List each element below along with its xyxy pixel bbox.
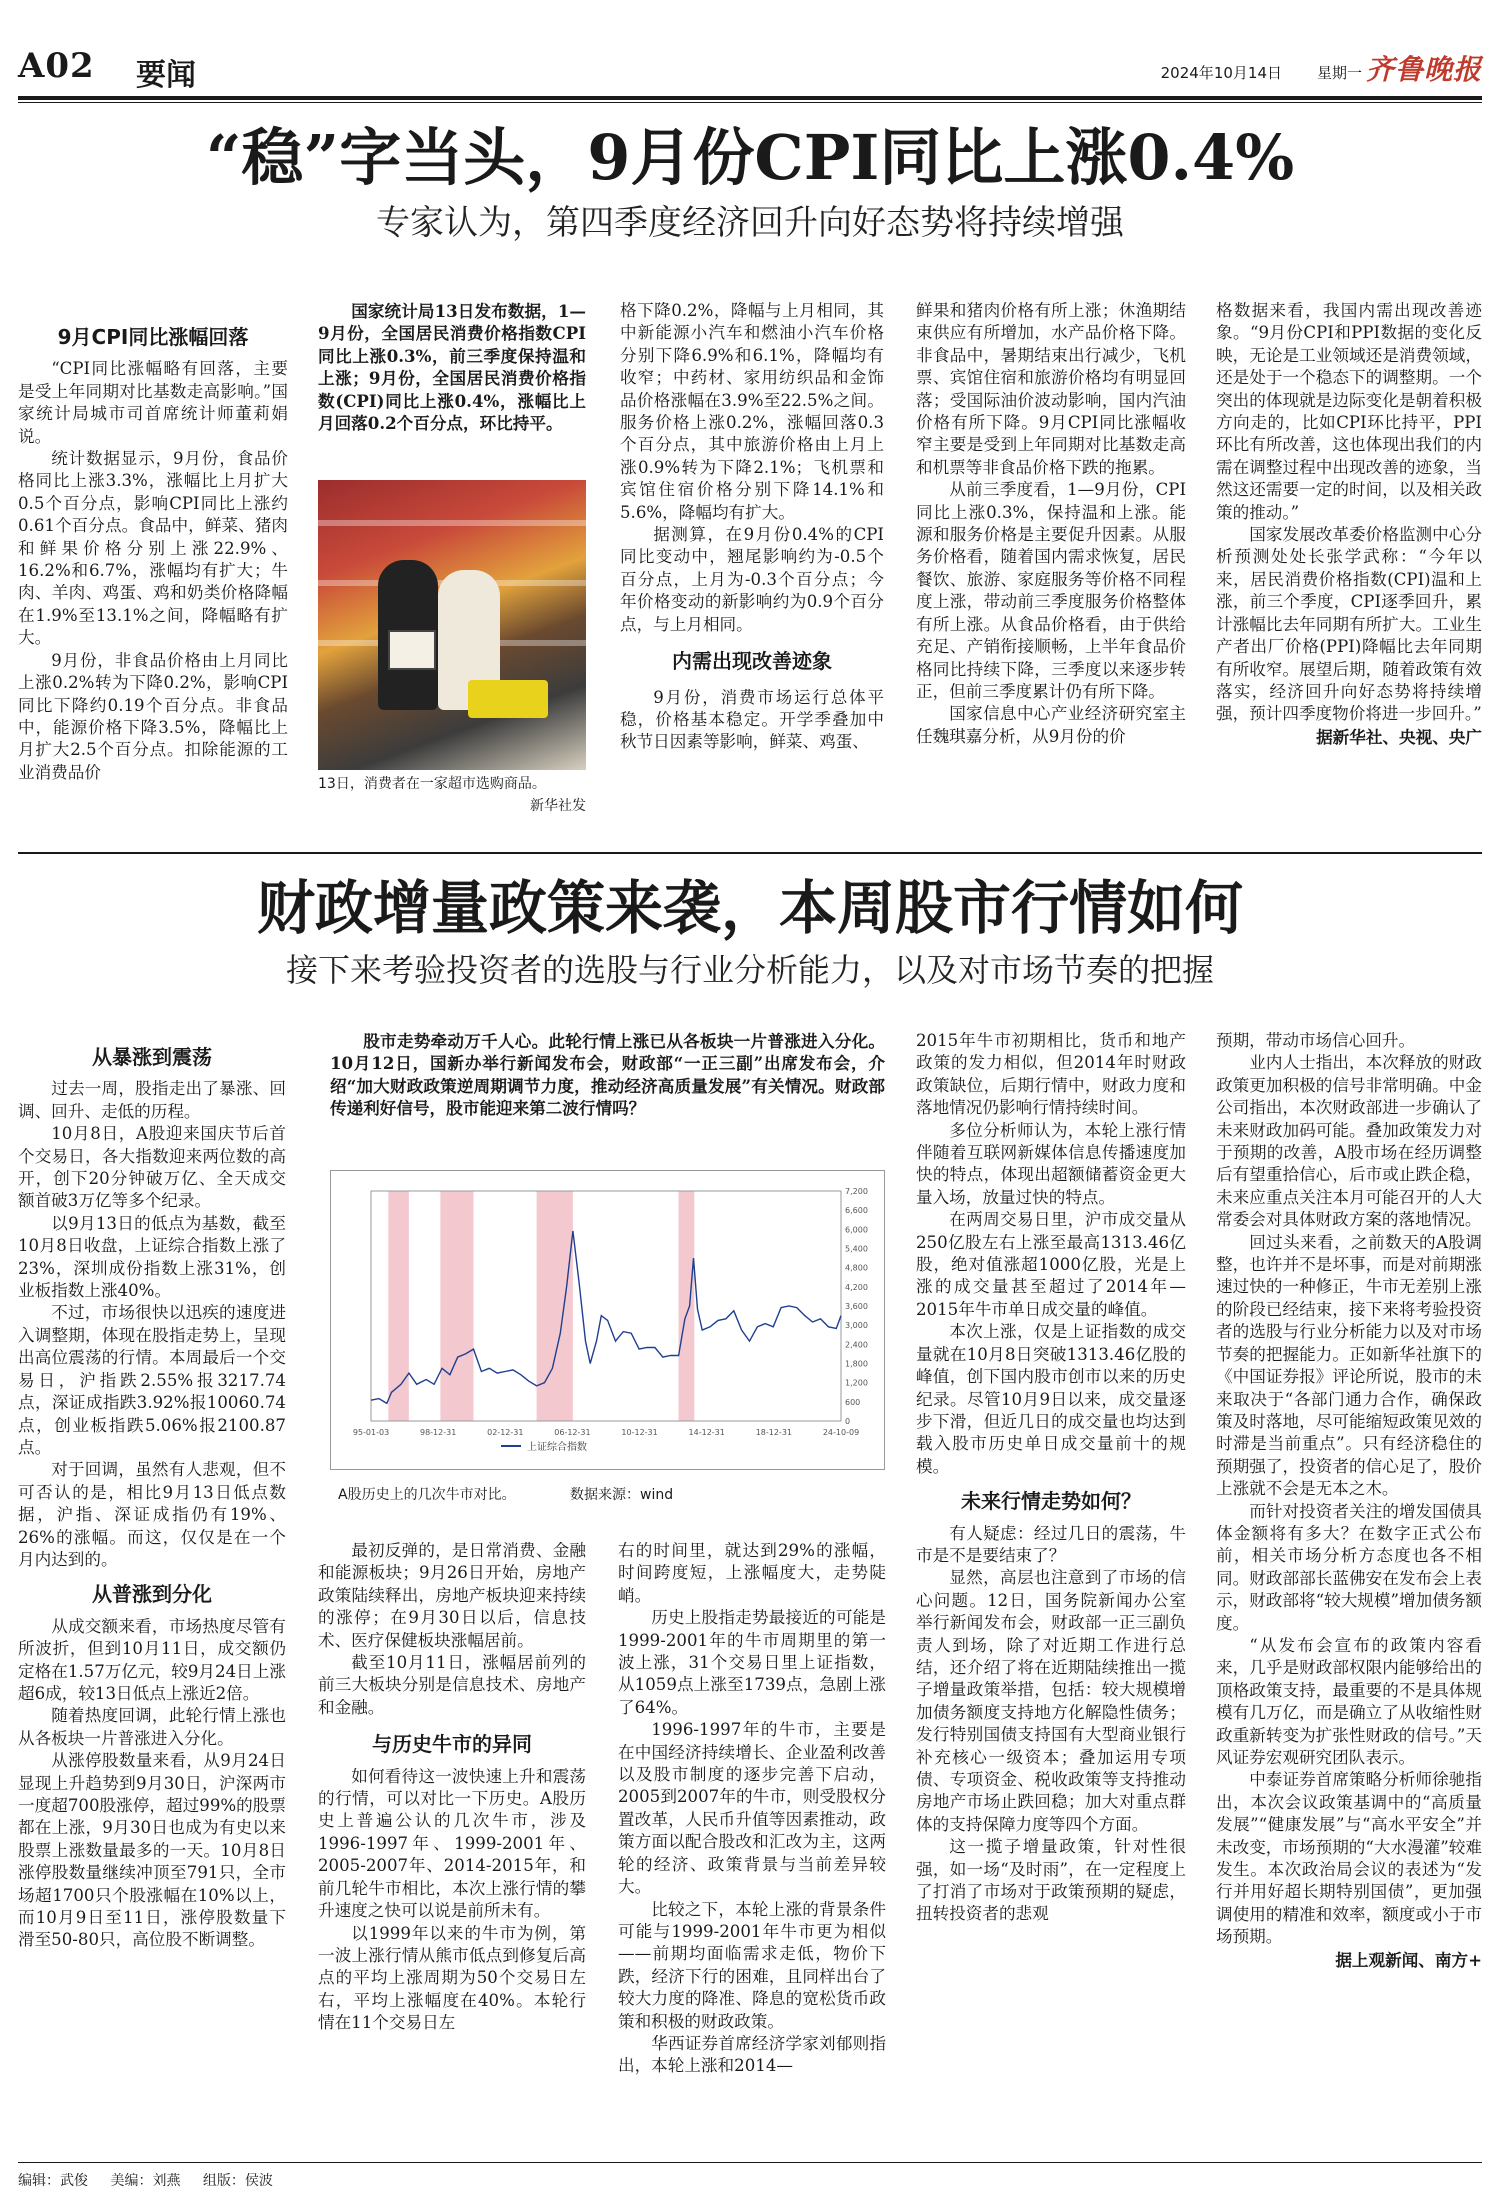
story1-lead: 国家统计局13日发布数据，1—9月份，全国居民消费价格指数CPI同比上涨0.3%，前三季度保持温和上涨；9月份，全国居民消费价格指数(CPI)同比上涨0.4%，涨幅比上月回落0.2个百分点，环比持平。	[318, 301, 586, 434]
issue-weekday: 星期一	[1316, 64, 1362, 82]
designer-credit: 美编：刘燕	[110, 2173, 181, 2189]
stock-index-chart	[330, 1170, 885, 1470]
x-tick-label: 24-10-09	[822, 1428, 860, 1437]
paragraph: 1996-1997年的牛市，主要是在中国经济持续增长、企业盈利改善以及股市制度的逐步完善下启动，2005到2007年的牛市，则受股权分置改革，人民币升值等因素推动，政策方面以配合股改和汇改为主，这两轮的经济、政策背景与当前差异较大。	[618, 1720, 886, 1897]
paragraph: 比较之下，本轮上涨的背景条件可能与1999-2001年牛市更为相似——前期均面临需求走低，物价下跌，经济下行的困难，且同样出台了较大力度的降准、降息的宽松货币政策和积极的财政政策。	[618, 1899, 886, 2031]
story2-column-3	[618, 1540, 886, 2078]
chart-caption: A股历史上的几次牛市对比。	[338, 1487, 516, 1503]
paragraph: 显然，高层也注意到了市场的信心问题。12日，国务院新闻办公室举行新闻发布会，财政部一正三副负责人到场，除了对近期工作进行总结，还介绍了将在近期陆续推出一揽子增量政策举措，包括：较大规模增加债务额度支持地方化解隐性债务；发行特别国债支持国有大型商业银行补充核心一级资本；叠加运用专项债、专项资金、税收政策等支持推动房地产市场止跌回稳；加大对重点群体的支持保障力度等四个方面。	[916, 1568, 1186, 1834]
bull-period-band	[537, 1191, 573, 1421]
story2-column-2	[318, 1540, 586, 2035]
paragraph: 业内人士指出，本次释放的财政政策更加积极的信号非常明确。中金公司指出，本次财政部进一步确认了未来财政加码可能。叠加政策发力对于预期的改善，A股市场在经历调整后有望重拾信心，后市或止跌企稳，未来应重点关注本月可能召开的人大常委会对具体财政方案的落地情况。	[1216, 1053, 1482, 1230]
paragraph: 格数据来看，我国内需出现改善迹象。“9月份CPI和PPI数据的变化反映，无论是工业领域还是消费领域，还是处于一个稳态下的调整期。一个突出的体现就是边际变化是朝着积极方向走的，比如CPI环比持平，PPI环比有所改善，这也体现出我们的内需在调整过程中出现改善的迹象，当然这还需要一定的时间，以及相关政策的推动。”	[1216, 301, 1482, 522]
paragraph: 回过头来看，之前数天的A股调整，也许并不是坏事，而是对前期涨速过快的一种修正，牛市无差别上涨的阶段已经结束，接下来将考验投资者的选股与行业分析能力以及对市场节奏的把握能力。正如新华社旗下的《中国证券报》评论所说，股市的未来取决于“各部门通力合作，确保政策及时落地，尽可能缩短政策见效的时滞是当前重点”。只有经济稳住的预期强了，投资者的信心足了，股价上涨就不会是无本之木。	[1216, 1232, 1482, 1499]
paragraph: 如何看待这一波快速上升和震荡的行情，可以对比一下历史。A股历史上普遍公认的几次牛市，涉及1996-1997年、1999-2001年、2005-2007年、2014-2015年，和前几轮牛市相比，本次上涨行情的攀升速度之快可以说是前所未有。	[318, 1766, 586, 1921]
page-number: A02	[18, 46, 95, 86]
paragraph: 华西证券首席经济学家刘郁则指出，本轮上涨和2014—	[618, 2033, 886, 2076]
y-tick-label: 6,600	[845, 1206, 868, 1216]
masthead-rule-thin	[18, 102, 1482, 103]
supermarket-photo	[318, 480, 586, 770]
paragraph: 这一揽子增量政策，针对性很强，如一场“及时雨”，在一定程度上了打消了市场对于政策预期的疑虑，扭转投资者的悲观	[916, 1837, 1186, 1924]
paragraph: 本次上涨，仅是上证指数的成交量就在10月8日突破1313.46亿股的峰值，创下国内股市创市以来的历史纪录。尽管10月9日以来，成交量逐步下滑，但近几日的成交量也均达到载入股市历史单日成交量前十的规模。	[916, 1322, 1186, 1476]
paragraph: 不过，市场很快以迅疾的速度进入调整期，体现在股指走势上，呈现出高位震荡的行情。本周最后一个交易日，沪指跌2.55%报3217.74点，深证成指跌3.92%报10060.74点，创业板指跌5.06%报2100.87点。	[18, 1303, 286, 1457]
masthead	[18, 36, 1482, 98]
y-tick-label: 2,400	[845, 1340, 868, 1350]
paragraph: 据测算，在9月份0.4%的CPI同比变动中，翘尾影响约为-0.5个百分点，上月为-0.3个百分点；今年价格变动的新影响约为0.9个百分点，与上月相同。	[620, 525, 884, 634]
footer-rule	[18, 2162, 1482, 2163]
x-tick-label: 14-12-31	[688, 1428, 725, 1437]
story2-crosshead-2: 从普涨到分化	[92, 1582, 212, 1607]
story1-headline: “稳”字当头，9月份CPI同比上涨0.4%	[205, 121, 1295, 194]
paragraph: 国家发展改革委价格监测中心分析预测处处长张学武称：“今年以来，居民消费价格指数(CPI)温和上涨，前三个季度，CPI逐季回升，累计涨幅比去年同期有所扩大。工业生产者出厂价格(PPI)降幅比去年同期有所收窄。展望后期，随着政策有效落实，经济回升向好态势将持续增强，预计四季度物价将进一步回升。”	[1216, 525, 1482, 724]
paper-logo: 齐鲁晚报	[1365, 53, 1482, 86]
y-tick-label: 0	[845, 1417, 851, 1426]
story2-headline: 财政增量政策来袭，本周股市行情如何	[256, 874, 1243, 942]
photo-bag	[388, 630, 436, 670]
paragraph: 有人疑虑：经过几日的震荡，牛市是不是要结束了？	[916, 1523, 1186, 1565]
x-tick-label: 10-12-31	[621, 1428, 658, 1437]
story2-lead: 股市走势牵动万千人心。此轮行情上涨已从各板块一片普涨进入分化。10月12日，国新办举行新闻发布会，财政部“一正三副”出席发布会，介绍“加大财政政策逆周期调节力度，推动经济高质量发展”有关情况。财政部传递利好信号，股市能迎来第二波行情吗？	[330, 1031, 885, 1119]
y-tick-label: 1,200	[845, 1378, 868, 1388]
y-tick-label: 3,000	[845, 1321, 868, 1331]
photo-shelf	[318, 520, 586, 526]
paragraph: 从涨停股数量来看，从9月24日显现上升趋势到9月30日，沪深两市一度超700股涨停，超过99%的股票都在上涨，9月30日也成为有史以来股票上涨数量最多的一天。10月8日涨停股数量继续冲顶至791只，全市场超1700只个股涨幅在10%以上，而10月9日至11日，涨停股数量下滑至50-80只，高位股不断调整。	[18, 1751, 286, 1950]
x-tick-label: 02-12-31	[487, 1428, 524, 1437]
y-tick-label: 7,200	[845, 1187, 868, 1196]
story2-lead-block	[330, 1030, 885, 1120]
editor-credit: 编辑：武俊	[18, 2173, 88, 2189]
paragraph: 格下降0.2%，降幅与上月相同，其中新能源小汽车和燃油小汽车价格分别下降6.9%和6.1%，降幅均有收窄；中药材、家用纺织品和金饰品价格涨幅在3.9%至22.5%之间。服务价格上涨0.2%，涨幅回落0.3个百分点，其中旅游价格由上月上涨0.9%转为下降2.1%；飞机票和宾馆住宿价格分别下降14.1%和5.6%，降幅均有扩大。	[620, 301, 884, 522]
paragraph: 右的时间里，就达到29%的涨幅，时间跨度短，上涨幅度大，走势陡峭。	[618, 1541, 886, 1605]
y-tick-label: 4,800	[845, 1263, 868, 1273]
x-tick-label: 06-12-31	[554, 1428, 591, 1437]
issue-date: 2024年10月14日	[1160, 64, 1282, 82]
paragraph: 10月8日，A股迎来国庆节后首个交易日，各大指数迎来两位数的高开，创下20分钟破万亿、全天成交额首破3万亿等多个纪录。	[18, 1124, 286, 1211]
y-tick-label: 4,200	[845, 1282, 868, 1292]
story1-crosshead-1: 9月CPI同比涨幅回落	[57, 325, 249, 349]
paragraph: 以9月13日的低点为基数，截至10月8日收盘，上证综合指数上涨了23%，深圳成份指数上涨31%，创业板指数上涨40%。	[18, 1213, 286, 1301]
y-tick-label: 5,400	[845, 1244, 868, 1254]
masthead-rule	[18, 96, 1482, 100]
paragraph: 而针对投资者关注的增发国债具体金额将有多大？在数字正式公布前，相关市场分析方态度也各不相同。财政部部长蓝佛安在发布会上表示，财政部将“较大规模”增加债务额度。	[1216, 1501, 1482, 1633]
x-tick-label: 18-12-31	[755, 1428, 793, 1437]
paragraph: 9月份，消费市场运行总体平稳，价格基本稳定。开学季叠加中秋节日因素等影响，鲜菜、鸡蛋、	[620, 687, 884, 752]
y-tick-label: 3,600	[845, 1302, 868, 1311]
paragraph: 对于回调，虽然有人悲观，但不可否认的是，相比9月13日低点数据，沪指、深证成指仍有19%、26%的涨幅。而这，仅仅是在一个月内达到的。	[18, 1460, 286, 1569]
y-tick-label: 6,000	[845, 1225, 868, 1235]
story1-column-1	[18, 320, 288, 784]
story1-column-4	[916, 300, 1186, 748]
layout-credit: 组版：侯波	[202, 2173, 273, 2189]
photo-credit: 新华社发	[530, 798, 586, 814]
paragraph: 最初反弹的，是日常消费、金融和能源板块；9月26日开始，房地产政策陆续释出，房地产板块迎来持续的涨停；在9月30日以后，信息技术、医疗保健板块涨幅居前。	[318, 1541, 586, 1650]
story2-crosshead-1: 从暴涨到震荡	[92, 1045, 212, 1069]
paragraph: 在两周交易日里，沪市成交量从250亿股左右上涨至最高1313.46亿股，绝对值涨超1000亿股，光是上涨的成交量甚至超过了2014年—2015年牛市单日成交量的峰值。	[916, 1210, 1186, 1319]
story2-subhead: 接下来考验投资者的选股与行业分析能力，以及对市场节奏的把握	[285, 951, 1214, 989]
story1-attribution: 据新华社、央视、央广	[1316, 726, 1482, 747]
section-name: 要闻	[136, 58, 196, 93]
photo-caption: 13日，消费者在一家超市选购商品。	[318, 776, 546, 792]
story1-column-2	[318, 300, 586, 434]
footer-credits	[18, 2170, 291, 2190]
paragraph: 截至10月11日，涨幅居前列的前三大板块分别是信息技术、房地产和金融。	[318, 1653, 586, 1717]
bull-period-band	[679, 1191, 695, 1421]
chart-svg	[331, 1171, 886, 1471]
paragraph: 中泰证券首席策略分析师徐驰指出，本次会议政策基调中的“高质量发展”“健康发展”与“高水平安全”并未改变，市场预期的“大水漫灌”较难发生。本次政治局会议的表述为“发行并用好超长期特别国债”，更加强调使用的精准和效率，额度或小于市场预期。	[1216, 1770, 1482, 1947]
paragraph: 鲜果和猪肉价格有所上涨；休渔期结束供应有所增加，水产品价格下降。非食品中，暑期结束出行减少，飞机票、宾馆住宿和旅游价格均有明显回落；受国际油价波动影响，国内汽油价格有所下降。9月CPI同比涨幅收窄主要是受到上年同期对比基数走高和机票等非食品价格下跌的拖累。	[916, 301, 1186, 477]
paragraph: “从发布会宣布的政策内容看来，几乎是财政部权限内能够给出的顶格政策支持，最重要的不是具体规模有几万亿，而是确立了从收缩性财政重新转变为扩张性财政的信号。”天风证券宏观研究团队表示。	[1216, 1635, 1482, 1767]
story1-subhead: 专家认为，第四季度经济回升向好态势将持续增强	[376, 203, 1124, 243]
story2-attribution: 据上观新闻、南方+	[1335, 1949, 1482, 1970]
y-tick-label: 600	[845, 1397, 861, 1407]
paragraph: 随着热度回调，此轮行情上涨也从各板块一片普涨进入分化。	[18, 1706, 286, 1748]
paragraph: 以1999年以来的牛市为例，第一波上涨行情从熊市低点到修复后高点的平均上涨周期为50个交易日左右，平均上涨幅度在40%。本轮行情在11个交易日左	[318, 1923, 586, 2033]
chart-source: 数据来源：wind	[570, 1487, 674, 1503]
story-divider	[18, 852, 1482, 854]
story1-crosshead-2: 内需出现改善迹象	[672, 649, 832, 674]
paragraph: 从前三季度看，1—9月份，CPI同比上涨0.3%，保持温和上涨。能源和服务价格是主要促升因素。从服务价格看，随着国内需求恢复，居民餐饮、旅游、家庭服务等价格不同程度上涨，带动前三季度服务价格整体有所上涨。从食品价格看，由于供给充足、产销衔接顺畅，上半年食品价格同比持续下降，三季度以来逐步转正，但前三季度累计仍有所下降。	[916, 480, 1186, 701]
story1-column-3	[620, 300, 884, 754]
story2-crosshead-4: 未来行情走势如何？	[961, 1489, 1141, 1514]
photo-basket	[468, 680, 548, 718]
paragraph: 2015年牛市初期相比，货币和地产政策的发力相似，但2014年时财政政策缺位，后期行情中，财政力度和落地情况仍影响行情持续时间。	[916, 1031, 1186, 1118]
story2-column-5	[1216, 1030, 1482, 1971]
paragraph: “CPI同比涨幅略有回落，主要是受上年同期对比基数走高影响。”国家统计局城市司首席统计师董莉娟说。	[18, 359, 288, 446]
paragraph: 从成交额来看，市场热度尽管有所波折，但到10月11日，成交额仍定格在1.57万亿元，较9月24日上涨超6成，较13日低点上涨近2倍。	[18, 1616, 286, 1703]
x-tick-label: 95-01-03	[352, 1428, 390, 1437]
bull-period-band	[440, 1191, 473, 1421]
paragraph: 国家信息中心产业经济研究室主任魏琪嘉分析，从9月份的价	[916, 704, 1186, 746]
story1-column-5	[1216, 300, 1482, 748]
story2-crosshead-3: 与历史牛市的异同	[372, 1732, 532, 1757]
paragraph: 统计数据显示，9月份，食品价格同比上涨3.3%，涨幅比上月扩大0.5个百分点，影响CPI同比上涨约0.61个百分点。食品中，鲜菜、猪肉和鲜果价格分别上涨22.9%、16.2%和6.7%，涨幅均有扩大；牛肉、羊肉、鸡蛋、鸡和奶类价格降幅在1.9%至13.1%之间，降幅略有扩大。	[18, 449, 288, 648]
paragraph: 多位分析师认为，本轮上涨行情伴随着互联网新媒体信息传播速度加快的特点，体现出超额储蓄资金更大量入场，放量过快的特点。	[916, 1120, 1186, 1207]
paragraph: 9月份，非食品价格由上月同比上涨0.2%转为下降0.2%，影响CPI同比下降约0.19个百分点。非食品中，能源价格下降3.5%，降幅比上月扩大2.5个百分点。扣除能源的工业消费品价	[18, 650, 288, 782]
paragraph: 预期，带动市场信心回升。	[1216, 1031, 1416, 1050]
x-tick-label: 98-12-31	[419, 1428, 457, 1437]
paragraph: 过去一周，股指走出了暴涨、回调、回升、走低的历程。	[18, 1079, 286, 1121]
story2-column-1	[18, 1040, 286, 1952]
story2-column-4	[916, 1030, 1186, 1926]
y-tick-label: 1,800	[845, 1359, 868, 1369]
paragraph: 历史上股指走势最接近的可能是1999-2001年的牛市周期里的第一波上涨，31个交易日里上证指数，从1059点上涨至1739点，急剧上涨了64%。	[618, 1608, 886, 1717]
legend-label: 上证综合指数	[527, 1442, 587, 1453]
